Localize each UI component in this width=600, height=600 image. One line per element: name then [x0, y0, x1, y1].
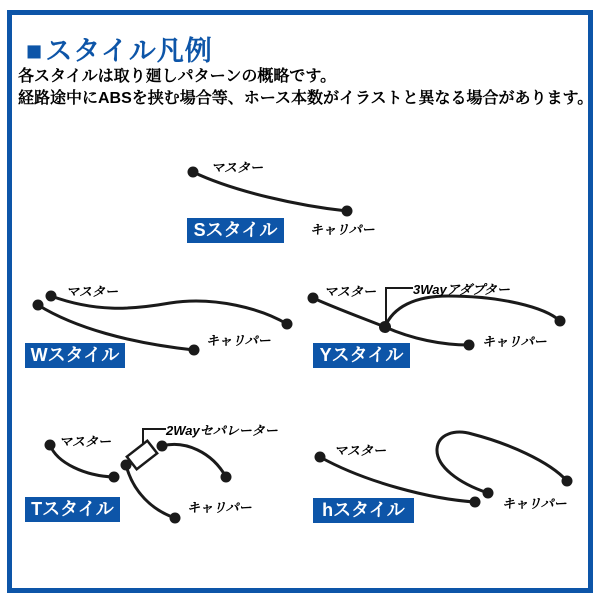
title-square-icon: ■	[26, 36, 44, 66]
t-master-dot	[45, 440, 56, 451]
t-separator-upper-dot	[157, 441, 168, 452]
y-master-dot	[308, 293, 319, 304]
t-hose-lower-branch	[126, 465, 175, 518]
description-line-1: 各スタイルは取り廻しパターンの概略です。	[18, 68, 337, 85]
y-master-label: マスター	[324, 284, 377, 299]
page-title-text: スタイル凡例	[45, 36, 213, 66]
y-hose-master	[313, 298, 385, 327]
w-master-dot-lower	[33, 300, 44, 311]
y-3way-adapter-label: 3Wayアダプター	[413, 282, 510, 297]
style-badge-h: hスタイル	[313, 498, 414, 523]
style-badge-t: Tスタイル	[25, 497, 120, 522]
w-hose-upper	[51, 296, 287, 324]
y-caliper-label: キャリパー	[482, 334, 547, 349]
h-loop-start-dot	[483, 488, 494, 499]
s-caliper-dot	[342, 206, 353, 217]
s-master-label: マスター	[211, 160, 264, 175]
s-caliper-label: キャリパー	[310, 222, 375, 237]
y-3way-junction-dot	[379, 321, 391, 333]
style-badge-w: Wスタイル	[25, 343, 125, 368]
h-caliper-dot-right	[562, 476, 573, 487]
w-caliper-dot-right	[282, 319, 293, 330]
t-2way-separator-label: 2Wayセパレーター	[166, 423, 278, 438]
t-caliper-label: キャリパー	[187, 500, 252, 515]
h-master-dot	[315, 452, 326, 463]
t-caliper-dot-right	[221, 472, 232, 483]
t-separator-lower-dot	[121, 460, 132, 471]
h-caliper-label: キャリパー	[502, 496, 567, 511]
h-hose-master	[320, 457, 475, 502]
y-hose-upper-branch	[385, 296, 560, 327]
t-caliper-dot-lower	[170, 513, 181, 524]
style-badge-y: Yスタイル	[313, 343, 410, 368]
h-caliper-dot-lower	[470, 497, 481, 508]
h-master-label: マスター	[334, 443, 387, 458]
s-hose	[193, 172, 347, 211]
t-master-hose-end-dot	[109, 472, 120, 483]
description-line-2: 経路途中にABSを挟む場合等、ホース本数がイラストと異なる場合があります。	[18, 90, 594, 107]
style-badge-s: Sスタイル	[187, 218, 284, 243]
w-master-dot-upper	[46, 291, 57, 302]
w-master-label: マスター	[66, 284, 119, 299]
h-hose-loop	[437, 432, 567, 493]
s-master-dot	[188, 167, 199, 178]
t-master-label: マスター	[59, 434, 112, 449]
t-hose-right-branch	[162, 444, 226, 477]
y-caliper-dot-lower	[464, 340, 475, 351]
y-caliper-dot-right	[555, 316, 566, 327]
w-caliper-dot-lower	[189, 345, 200, 356]
w-caliper-label: キャリパー	[206, 333, 271, 348]
